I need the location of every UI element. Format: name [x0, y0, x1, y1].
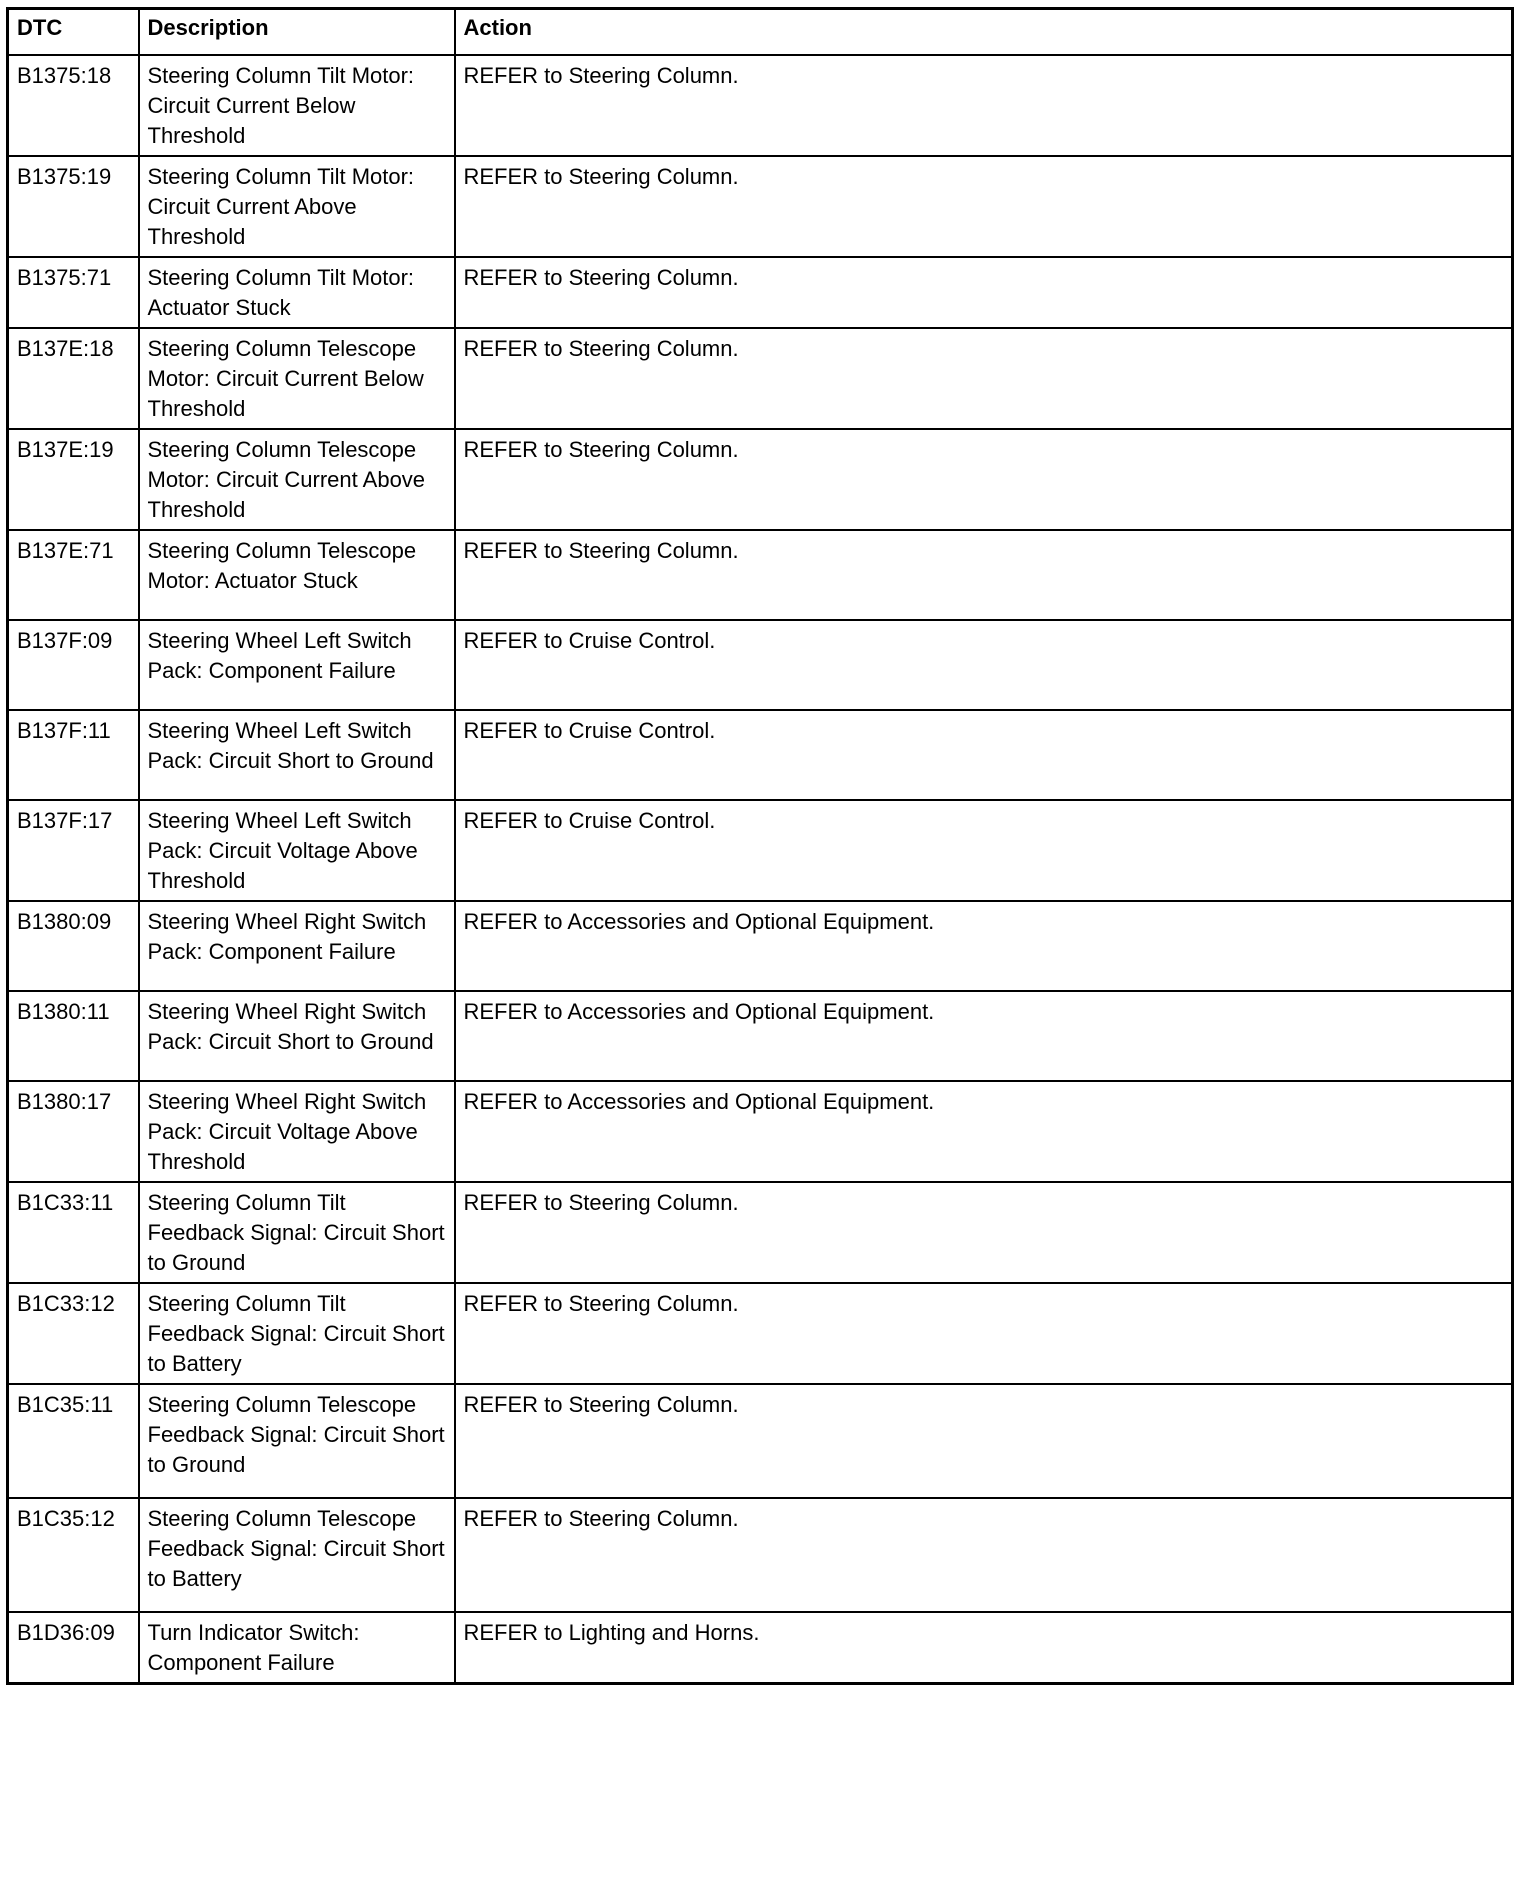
cell-description: Steering Column Telescope Motor: Actuator Stuck [139, 530, 455, 620]
dtc-table [6, 7, 1514, 1685]
table-row [8, 620, 1513, 710]
table-row [8, 1081, 1513, 1182]
cell-description: Steering Wheel Left Switch Pack: Component Failure [139, 620, 455, 710]
cell-dtc: B1D36:09 [8, 1612, 139, 1684]
cell-description: Steering Wheel Right Switch Pack: Circuit Voltage Above Threshold [139, 1081, 455, 1182]
cell-dtc: B1C33:11 [8, 1182, 139, 1283]
cell-action: REFER to Accessories and Optional Equipment. [455, 991, 1513, 1081]
cell-action: REFER to Cruise Control. [455, 710, 1513, 800]
header-row [8, 9, 1513, 56]
table-row [8, 800, 1513, 901]
table-row [8, 710, 1513, 800]
table-row [8, 257, 1513, 328]
cell-description: Steering Column Telescope Feedback Signal: Circuit Short to Ground [139, 1384, 455, 1498]
cell-dtc: B1375:18 [8, 55, 139, 156]
cell-dtc: B1380:11 [8, 991, 139, 1081]
table-body [8, 55, 1513, 1684]
table-header [8, 9, 1513, 56]
table-row [8, 1384, 1513, 1498]
table-row [8, 55, 1513, 156]
cell-dtc: B1380:17 [8, 1081, 139, 1182]
table-row [8, 530, 1513, 620]
cell-action: REFER to Accessories and Optional Equipment. [455, 901, 1513, 991]
table-row [8, 1283, 1513, 1384]
table-row [8, 1498, 1513, 1612]
table-row [8, 429, 1513, 530]
cell-action: REFER to Steering Column. [455, 1283, 1513, 1384]
cell-action: REFER to Steering Column. [455, 257, 1513, 328]
cell-action: REFER to Steering Column. [455, 55, 1513, 156]
cell-dtc: B1375:19 [8, 156, 139, 257]
cell-description: Steering Column Tilt Feedback Signal: Circuit Short to Battery [139, 1283, 455, 1384]
table-row [8, 901, 1513, 991]
cell-action: REFER to Steering Column. [455, 530, 1513, 620]
cell-description: Steering Column Telescope Feedback Signal: Circuit Short to Battery [139, 1498, 455, 1612]
cell-action: REFER to Steering Column. [455, 1182, 1513, 1283]
cell-description: Steering Wheel Right Switch Pack: Circuit Short to Ground [139, 991, 455, 1081]
cell-description: Steering Column Tilt Motor: Actuator Stuck [139, 257, 455, 328]
cell-dtc: B1375:71 [8, 257, 139, 328]
table-row [8, 1182, 1513, 1283]
cell-dtc: B137F:11 [8, 710, 139, 800]
cell-action: REFER to Cruise Control. [455, 620, 1513, 710]
table-row [8, 991, 1513, 1081]
cell-dtc: B137E:18 [8, 328, 139, 429]
cell-action: REFER to Lighting and Horns. [455, 1612, 1513, 1684]
cell-dtc: B137E:19 [8, 429, 139, 530]
table-row [8, 328, 1513, 429]
cell-dtc: B1380:09 [8, 901, 139, 991]
cell-action: REFER to Steering Column. [455, 156, 1513, 257]
cell-dtc: B137E:71 [8, 530, 139, 620]
cell-description: Steering Wheel Left Switch Pack: Circuit Short to Ground [139, 710, 455, 800]
cell-action: REFER to Accessories and Optional Equipment. [455, 1081, 1513, 1182]
header-description: Description [139, 9, 455, 56]
cell-description: Steering Wheel Right Switch Pack: Component Failure [139, 901, 455, 991]
cell-action: REFER to Steering Column. [455, 429, 1513, 530]
cell-dtc: B1C35:12 [8, 1498, 139, 1612]
cell-dtc: B137F:17 [8, 800, 139, 901]
cell-dtc: B1C33:12 [8, 1283, 139, 1384]
cell-description: Turn Indicator Switch: Component Failure [139, 1612, 455, 1684]
cell-description: Steering Column Telescope Motor: Circuit Current Below Threshold [139, 328, 455, 429]
cell-description: Steering Column Tilt Motor: Circuit Current Below Threshold [139, 55, 455, 156]
cell-description: Steering Column Telescope Motor: Circuit Current Above Threshold [139, 429, 455, 530]
cell-action: REFER to Steering Column. [455, 1384, 1513, 1498]
table-row [8, 156, 1513, 257]
header-dtc: DTC [8, 9, 139, 56]
cell-dtc: B137F:09 [8, 620, 139, 710]
cell-description: Steering Column Tilt Feedback Signal: Circuit Short to Ground [139, 1182, 455, 1283]
cell-action: REFER to Steering Column. [455, 328, 1513, 429]
cell-action: REFER to Cruise Control. [455, 800, 1513, 901]
cell-description: Steering Column Tilt Motor: Circuit Current Above Threshold [139, 156, 455, 257]
cell-description: Steering Wheel Left Switch Pack: Circuit Voltage Above Threshold [139, 800, 455, 901]
cell-action: REFER to Steering Column. [455, 1498, 1513, 1612]
cell-dtc: B1C35:11 [8, 1384, 139, 1498]
header-action: Action [455, 9, 1513, 56]
table-row [8, 1612, 1513, 1684]
